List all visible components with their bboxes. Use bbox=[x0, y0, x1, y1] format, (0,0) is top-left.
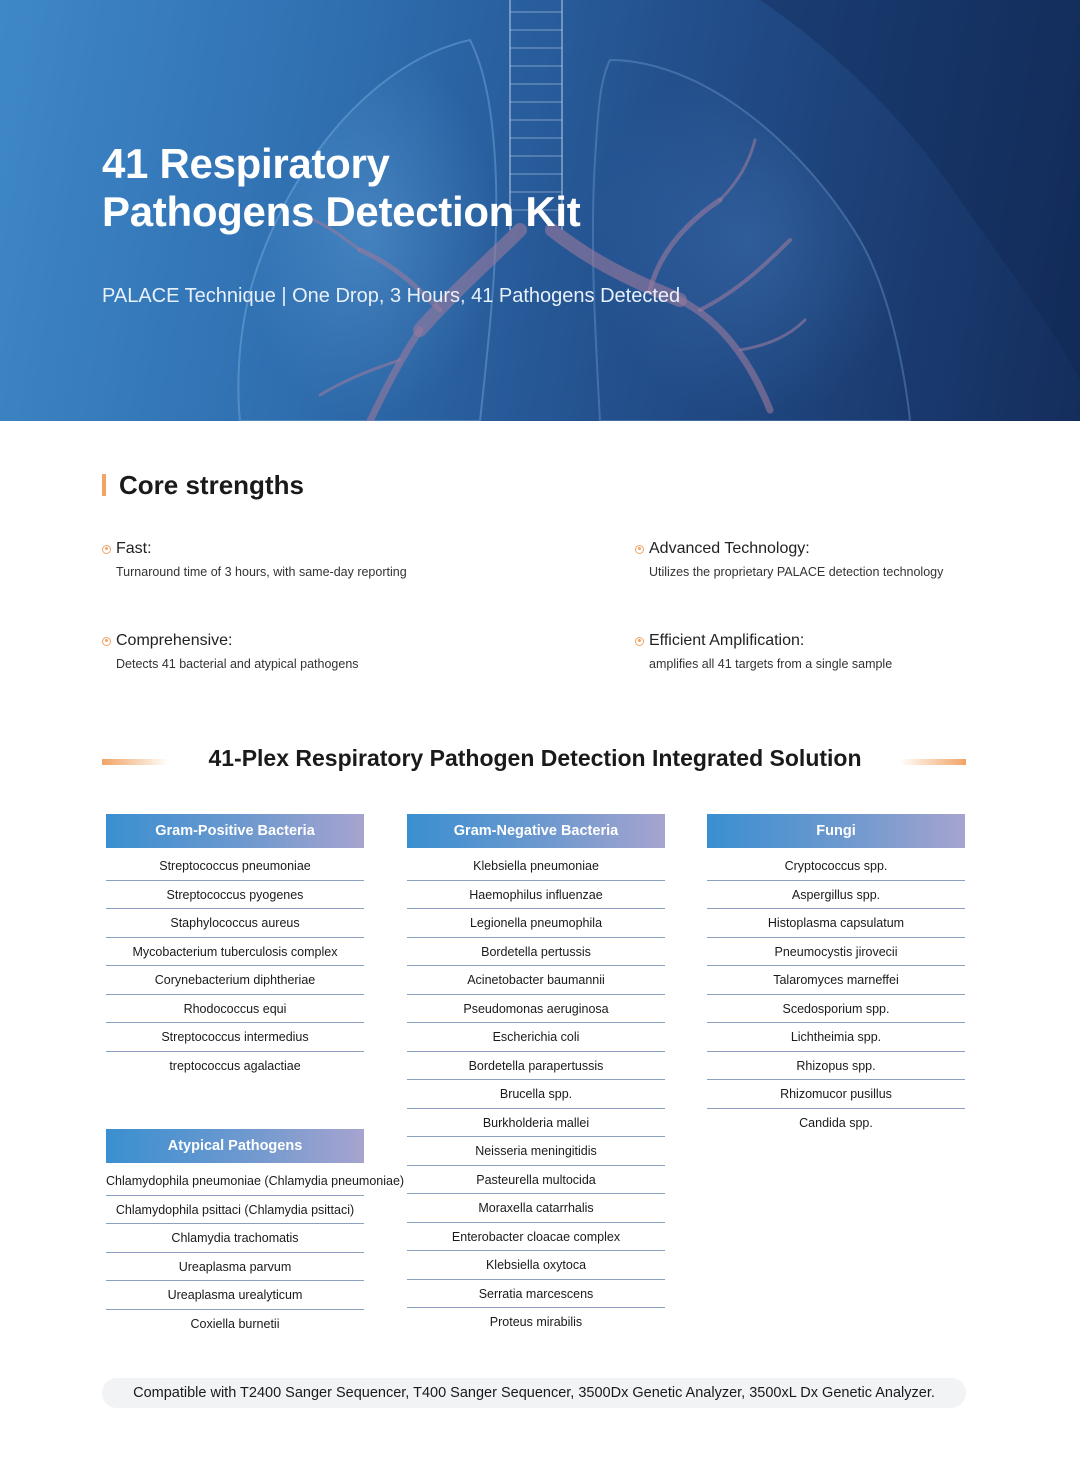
pathogen-list bbox=[407, 852, 665, 1337]
pathogen-item: Chlamydia trachomatis bbox=[106, 1224, 364, 1253]
pathogen-item: Pseudomonas aeruginosa bbox=[407, 995, 665, 1024]
pathogen-item: Neisseria meningitidis bbox=[407, 1137, 665, 1166]
pathogen-item: Klebsiella pneumoniae bbox=[407, 852, 665, 881]
pathogen-item: Streptococcus pyogenes bbox=[106, 881, 364, 910]
strength-efficient-amplification bbox=[635, 632, 1055, 671]
decor-line-left bbox=[102, 759, 168, 765]
strength-desc: Turnaround time of 3 hours, with same-day reporting bbox=[116, 565, 407, 579]
pathogen-item: Brucella spp. bbox=[407, 1080, 665, 1109]
strength-name: Efficient Amplification: bbox=[649, 632, 805, 649]
pathogen-item: Pasteurella multocida bbox=[407, 1166, 665, 1195]
strength-advanced-technology bbox=[635, 540, 1055, 579]
pathogen-item: Cryptococcus spp. bbox=[707, 852, 965, 881]
pathogen-item: Staphylococcus aureus bbox=[106, 909, 364, 938]
strength-name: Comprehensive: bbox=[116, 632, 233, 649]
pathogen-item: Mycobacterium tuberculosis complex bbox=[106, 938, 364, 967]
pathogen-item: Proteus mirabilis bbox=[489, 1315, 583, 1329]
strength-desc: amplifies all 41 targets from a single sample bbox=[649, 657, 893, 671]
pathogen-item: Burkholderia mallei bbox=[407, 1109, 665, 1138]
pathogen-item: Rhodococcus equi bbox=[106, 995, 364, 1024]
pathogen-list bbox=[106, 852, 364, 1080]
pathogen-item: Enterobacter cloacae complex bbox=[407, 1223, 665, 1252]
pathogen-item: Lichtheimia spp. bbox=[707, 1023, 965, 1052]
category-header: Gram-Positive Bacteria bbox=[106, 814, 364, 848]
category-header: Atypical Pathogens bbox=[106, 1129, 364, 1163]
gram-negative-column bbox=[407, 814, 665, 1337]
pathogen-item: Rhizopus spp. bbox=[707, 1052, 965, 1081]
pathogen-item: Ureaplasma parvum bbox=[106, 1253, 364, 1282]
accent-bar bbox=[102, 474, 106, 496]
pathogen-item: Scedosporium spp. bbox=[707, 995, 965, 1024]
pathogen-list bbox=[106, 1167, 405, 1338]
bullet-icon bbox=[102, 637, 111, 646]
section-title: Core strengths bbox=[119, 469, 304, 500]
strength-name: Fast: bbox=[116, 540, 152, 557]
solution-title: 41-Plex Respiratory Pathogen Detection Integrated Solution bbox=[208, 745, 862, 771]
pathogen-item: Acinetobacter baumannii bbox=[407, 966, 665, 995]
pathogen-item: Escherichia coli bbox=[407, 1023, 665, 1052]
category-header: Fungi bbox=[707, 814, 965, 848]
pathogen-item: Chlamydophila pneumoniae (Chlamydia pneumoniae) bbox=[106, 1167, 364, 1196]
gram-positive-column bbox=[106, 814, 364, 1080]
pathogen-item: Ureaplasma urealyticum bbox=[106, 1281, 364, 1310]
pathogen-item: treptococcus agalactiae bbox=[169, 1058, 301, 1073]
pathogen-item: Bordetella pertussis bbox=[407, 938, 665, 967]
hero-subtitle: PALACE Technique | One Drop, 3 Hours, 41 Pathogens Detected bbox=[102, 285, 681, 307]
pathogen-item: Candida spp. bbox=[799, 1115, 873, 1130]
strength-desc: Detects 41 bacterial and atypical pathogens bbox=[116, 657, 359, 671]
pathogen-item: Bordetella parapertussis bbox=[407, 1052, 665, 1081]
pathogen-item: Moraxella catarrhalis bbox=[407, 1194, 665, 1223]
core-strengths-heading bbox=[102, 470, 304, 500]
bullet-icon bbox=[635, 545, 644, 554]
pathogen-item: Talaromyces marneffei bbox=[707, 966, 965, 995]
pathogen-item: Streptococcus pneumoniae bbox=[106, 852, 364, 881]
pathogen-item: Histoplasma capsulatum bbox=[707, 909, 965, 938]
pathogen-item: Haemophilus influenzae bbox=[407, 881, 665, 910]
category-header: Gram-Negative Bacteria bbox=[407, 814, 665, 848]
bullet-icon bbox=[102, 545, 111, 554]
title-line-2: Pathogens Detection Kit bbox=[102, 188, 581, 235]
atypical-pathogens-column bbox=[106, 1129, 405, 1338]
fungi-column bbox=[707, 814, 965, 1137]
pathogen-item: Serratia marcescens bbox=[407, 1280, 665, 1309]
pathogen-item: Aspergillus spp. bbox=[707, 881, 965, 910]
compatibility-note: Compatible with T2400 Sanger Sequencer, T400 Sanger Sequencer, 3500Dx Genetic Analyzer, 3500xL Dx Genetic Analyzer. bbox=[102, 1378, 966, 1408]
decor-line-right bbox=[900, 759, 966, 765]
title-line-1: 41 Respiratory bbox=[102, 140, 390, 187]
strength-desc: Utilizes the proprietary PALACE detection technology bbox=[649, 565, 944, 579]
strength-fast bbox=[102, 540, 522, 579]
pathogen-item: Klebsiella oxytoca bbox=[407, 1251, 665, 1280]
strength-name: Advanced Technology: bbox=[649, 540, 810, 557]
pathogen-item: Streptococcus intermedius bbox=[106, 1023, 364, 1052]
pathogen-item: Legionella pneumophila bbox=[407, 909, 665, 938]
page-title bbox=[102, 140, 802, 236]
pathogen-item: Coxiella burnetii bbox=[190, 1316, 280, 1331]
hero-banner bbox=[0, 0, 1080, 421]
pathogen-item: Pneumocystis jirovecii bbox=[707, 938, 965, 967]
pathogen-item: Rhizomucor pusillus bbox=[707, 1080, 965, 1109]
pathogen-item: Chlamydophila psittaci (Chlamydia psittaci) bbox=[106, 1196, 364, 1225]
strength-comprehensive bbox=[102, 632, 522, 671]
bullet-icon bbox=[635, 637, 644, 646]
pathogen-item: Corynebacterium diphtheriae bbox=[106, 966, 364, 995]
pathogen-list bbox=[707, 852, 965, 1137]
